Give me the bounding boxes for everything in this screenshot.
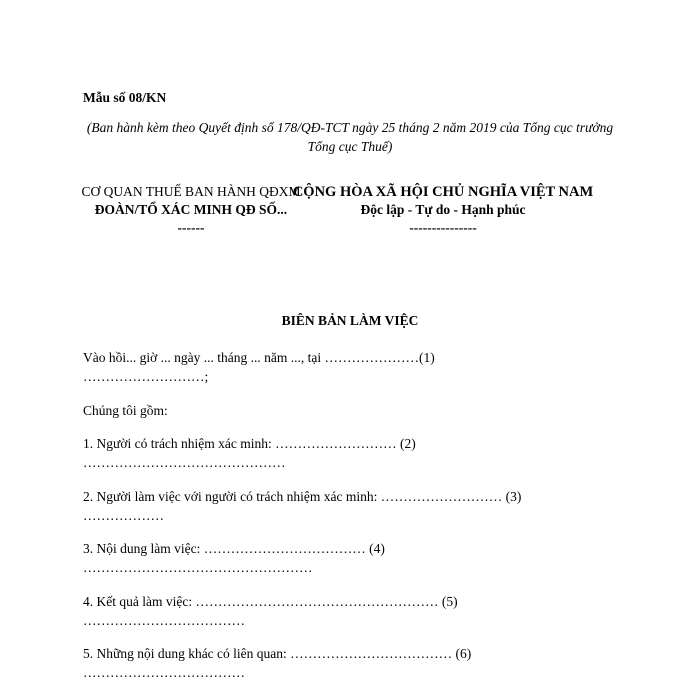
paragraph-working-person xyxy=(83,487,623,525)
agency-name: CƠ QUAN THUẾ BAN HÀNH QĐXM xyxy=(81,184,301,199)
paragraph-line: ……………………………… xyxy=(83,665,245,680)
issued-note: (Ban hành kèm theo Quyết định số 178/QĐ-TCT ngày 25 tháng 2 năm 2019 của Tổng cục trưởng Tổng cục Thuế) xyxy=(86,120,614,154)
nation-divider: --------------- xyxy=(409,220,477,235)
document-title: BIÊN BẢN LÀM VIỆC xyxy=(281,313,419,328)
paragraph-result xyxy=(83,592,623,630)
paragraph-line: ……………………………………… xyxy=(83,455,286,470)
paragraph-line: 4. Kết quả làm việc: ……………………………………………… (5) xyxy=(83,594,458,609)
agency-header xyxy=(80,183,302,237)
paragraph-line: 2. Người làm việc với người có trách nhiệm xác minh: ……………………… (3) xyxy=(83,489,522,504)
paragraph-line: 3. Nội dung làm việc: ……………………………… (4) xyxy=(83,541,385,556)
paragraph-time-place xyxy=(83,348,623,386)
paragraph-responsible-person xyxy=(83,434,623,472)
nation-name: CỘNG HÒA XÃ HỘI CHỦ NGHĨA VIỆT NAM xyxy=(292,184,594,200)
paragraph-line: ……………… xyxy=(83,508,164,523)
paragraph-attendees xyxy=(83,401,623,420)
nation-motto: Độc lập - Tự do - Hạnh phúc xyxy=(360,202,526,217)
nation-header xyxy=(285,183,601,237)
agency-divider: ------ xyxy=(177,220,205,235)
paragraph-content xyxy=(83,539,623,577)
paragraph-line: 1. Người có trách nhiệm xác minh: ……………………… (2) xyxy=(83,436,416,451)
paragraph-line: Chúng tôi gồm: xyxy=(83,403,168,418)
paragraph-line: 5. Những nội dung khác có liên quan: ……………………………… (6) xyxy=(83,646,472,661)
paragraph-other xyxy=(83,644,623,682)
paragraph-line: …………………………………………… xyxy=(83,560,313,575)
verification-team: ĐOÀN/TỔ XÁC MINH QĐ SỐ... xyxy=(94,202,288,217)
paragraph-line: Vào hồi... giờ ... ngày ... tháng ... năm ..., tại …………………(1) xyxy=(83,350,435,365)
paragraph-line: ……………………………… xyxy=(83,613,245,628)
form-code: Mẫu số 08/KN xyxy=(83,90,167,105)
paragraph-line: ………………………; xyxy=(83,369,209,384)
